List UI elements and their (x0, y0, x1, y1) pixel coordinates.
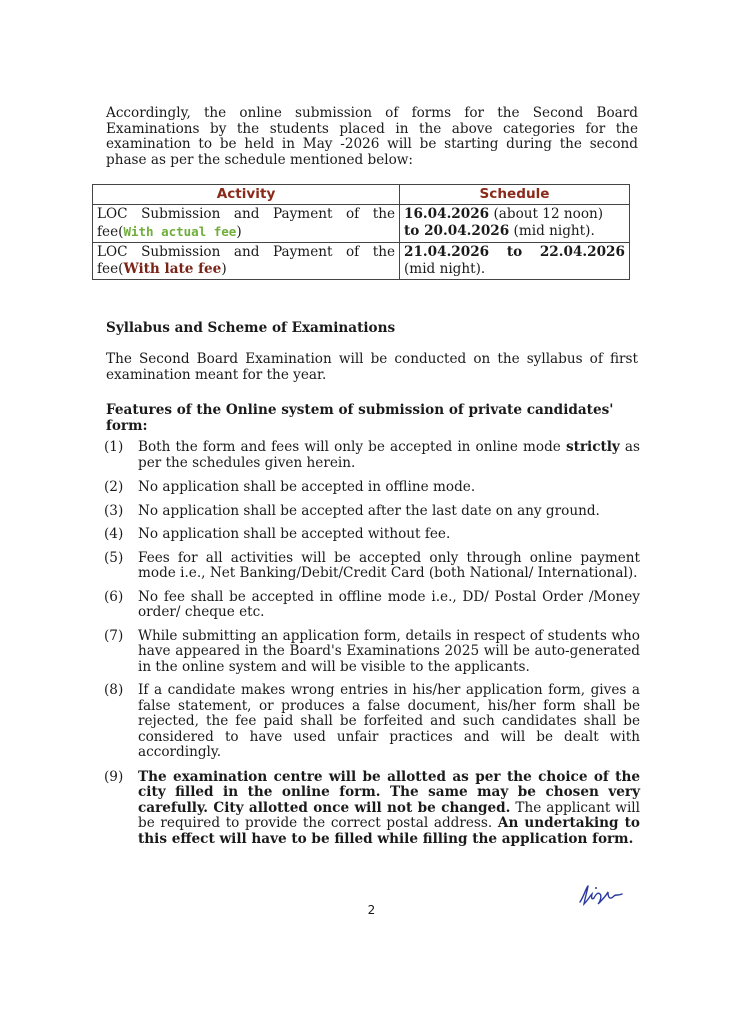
features-list (104, 440, 640, 847)
list-item (104, 683, 640, 761)
schedule-to-word: to (404, 223, 425, 239)
item-number: (8) (104, 682, 124, 698)
item-number: (1) (104, 439, 124, 455)
item-text: No application shall be accepted without fee. (138, 526, 451, 542)
syllabus-paragraph: The Second Board Examination will be conducted on the syllabus of first examination meant for the year. (106, 351, 638, 383)
item-text: No application shall be accepted after the last date on any ground. (138, 502, 600, 519)
activity-text: LOC Submission and Payment of the fee( (97, 244, 395, 277)
schedule-to-note: (mid night). (509, 223, 595, 239)
item-number: (2) (104, 479, 124, 495)
item-number: (3) (104, 502, 124, 519)
features-heading: Features of the Online system of submission of private candidates' form: (106, 402, 614, 434)
activity-cell (93, 205, 400, 243)
item-text: Fees for all activities will be accepted only through online payment mode i.e., Net Banking/Debit/Credit Card (both National/ International). (138, 549, 640, 581)
schedule-from-note: (about 12 noon) (489, 206, 604, 222)
list-item (104, 527, 640, 543)
header-schedule: Schedule (400, 185, 630, 205)
table-header-row (93, 185, 630, 205)
table-row (93, 243, 630, 280)
item-text: If a candidate makes wrong entries in his/her application form, gives a false statement, or produces a false document, his/her form shall be rejected, the fee paid shall be forfeited and such candidates shall be considered to have used unfair practices and will be dealt with accordingly. (138, 682, 640, 760)
item-text: Both the form and fees will only be accepted in online mode (138, 439, 566, 455)
list-item (104, 551, 640, 582)
list-item (104, 504, 640, 520)
activity-cell (93, 243, 400, 280)
list-item (104, 590, 640, 621)
schedule-to-word: to (506, 244, 523, 260)
item-text: No fee shall be accepted in offline mode i.e., DD/ Postal Order /Money order/ cheque etc. (138, 588, 640, 620)
intro-paragraph: Accordingly, the online submission of forms for the Second Board Examinations by the students placed in the above categories for the examination to be held in May -2026 will be starting during the second phase as per the schedule mentioned below: (106, 105, 638, 168)
item-text: While submitting an application form, details in respect of students who have appeared in the Board's Examinations 2025 will be auto-generated in the online system and will be visible to the applicants. (138, 627, 640, 675)
schedule-cell (400, 243, 630, 280)
item-bold: The examination centre will be allotted as per the choice of the city filled in the online form. The same may be chosen very carefully. City allotted once will not be changed. (138, 768, 640, 816)
item-number: (6) (104, 588, 124, 605)
item-bold-end: An undertaking to this effect will have to be filled while filling the application form. (138, 815, 640, 847)
schedule-to-note: (mid night). (404, 261, 486, 277)
activity-close: ) (236, 224, 242, 240)
late-fee-label: With late fee (123, 261, 222, 277)
item-number: (4) (104, 526, 124, 542)
actual-fee-label: With actual fee (123, 224, 237, 239)
item-text-end: as per the schedules given herein. (138, 439, 640, 471)
list-item (104, 480, 640, 496)
syllabus-heading: Syllabus and Scheme of Examinations (106, 320, 396, 336)
schedule-to-date: 22.04.2026 (539, 244, 625, 260)
list-item (104, 440, 640, 471)
item-text: The applicant will be required to provide the correct postal address. (138, 799, 640, 831)
page-number: 2 (367, 903, 376, 917)
schedule-from-date: 21.04.2026 (404, 244, 490, 260)
activity-close: ) (221, 261, 227, 277)
list-item (104, 770, 640, 848)
item-number: (9) (104, 768, 124, 785)
schedule-cell (400, 205, 630, 243)
item-number: (5) (104, 549, 124, 566)
list-item (104, 629, 640, 676)
table-row (93, 205, 630, 243)
activity-text: LOC Submission and Payment of the fee( (97, 206, 395, 240)
schedule-from-date: 16.04.2026 (404, 206, 490, 222)
item-text: No application shall be accepted in offline mode. (138, 479, 476, 495)
header-activity: Activity (93, 185, 400, 205)
item-bold: strictly (565, 439, 620, 455)
item-number: (7) (104, 627, 124, 644)
schedule-table (92, 184, 630, 280)
schedule-to-date: 20.04.2026 (424, 223, 510, 239)
